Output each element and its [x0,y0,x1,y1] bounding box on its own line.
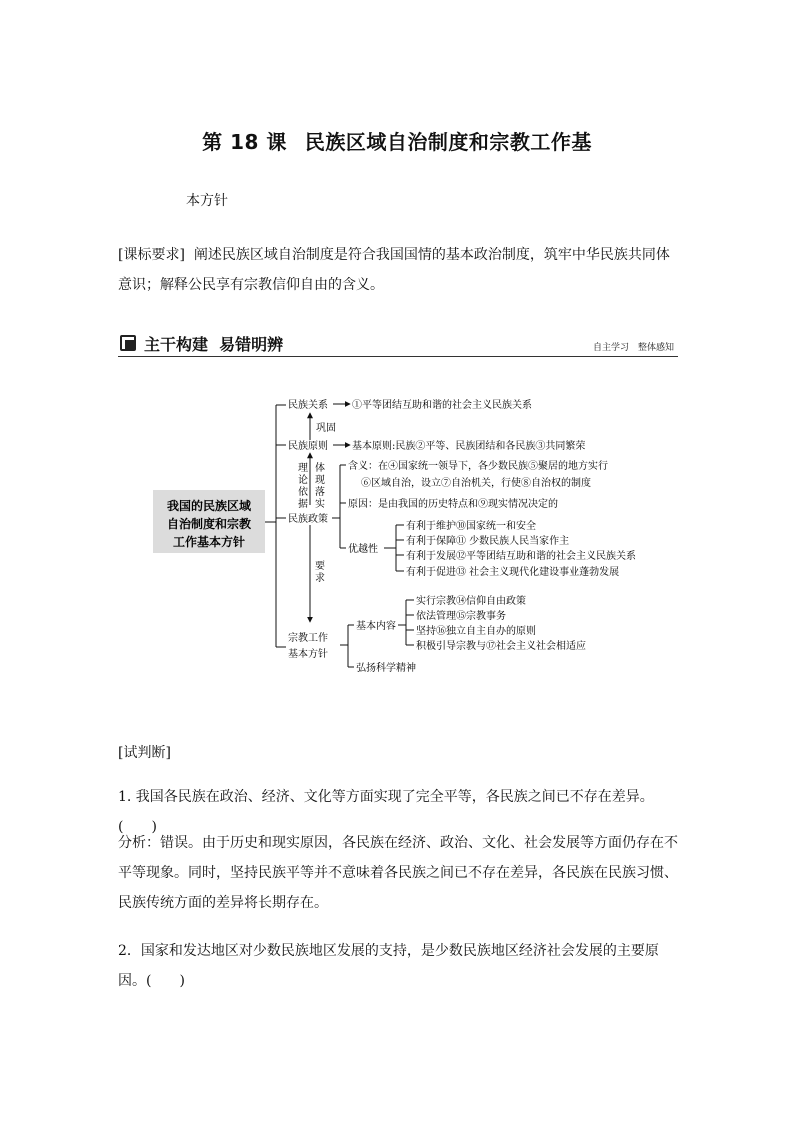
lesson-title: 民族区域自治制度和宗教工作基 [304,130,592,154]
meaning-line-1: 含义：在④国家统一领导下，各少数民族⑤聚居的地方实行 [348,461,608,472]
reason-item: 原因：是由我国的历史特点和⑨现实情况决定的 [348,499,558,510]
content-item: 实行宗教⑭信仰自由政策 [416,596,526,607]
embody-char: 实 [315,499,325,510]
branch-religion-line-1: 宗教工作 [288,633,328,644]
principle-item: 基本原则:民族②平等、民族团结和各民族③共同繁荣 [352,441,586,452]
embody-char: 现 [315,475,325,486]
branch-relation: 民族关系 [288,400,328,411]
consolidate-label: 巩固 [316,423,336,434]
meaning-line-2: ⑥区域自治，设立⑦自治机关，行使⑧自治权的制度 [361,478,591,489]
answer-1: 分析：错误。由于历史和现实原因，各民族在经济、政治、文化、社会发展等方面仍存在不平等现象。同时，坚持民族平等并不意味着各民族之间已不存在差异，各民族在民族习惯、民族传统方面的差异将长期存在。 [118,835,678,911]
relation-item: ①平等团结互助和谐的社会主义民族关系 [352,400,532,411]
content-item: 依法管理⑮宗教事务 [416,611,506,622]
embody-char: 落 [315,487,325,498]
require-label [315,560,325,584]
lesson-number: 第 18 课 [202,130,287,154]
branch-principle: 民族原则 [288,441,328,452]
question-1: 1. 我国各民族在政治、经济、文化等方面实现了完全平等，各民族之间已不存在差异。( ) [118,789,654,835]
science-spirit-item: 弘扬科学精神 [356,663,416,674]
concept-diagram [140,385,660,680]
content-item: 积极引导宗教与⑰社会主义社会相适应 [416,641,586,652]
theory-char: 论 [298,475,308,486]
theory-char: 据 [298,499,308,510]
section-icon-fill [125,340,135,350]
advantage-item: 有利于促进⑬ 社会主义现代化建设事业蓬勃发展 [406,567,620,578]
content-item: 坚持⑯独立自主自办的原则 [416,626,536,637]
practice-label: [试判断] [118,745,171,761]
page-title [0,126,794,155]
theory-char: 依 [298,487,308,498]
center-line-2: 自治制度和宗教 [166,517,252,531]
embody-label [315,461,325,510]
require-char: 求 [315,573,325,584]
superiority-label: 优越性 [348,544,378,555]
require-char: 要 [315,561,325,572]
center-line-1: 我国的民族区域 [166,499,252,513]
title-continuation: 本方针 [186,193,228,209]
branch-policy: 民族政策 [288,514,328,525]
section-heading: 主干构建 易错明辨 [144,335,284,354]
basic-content-label: 基本内容 [356,621,396,632]
advantage-item: 有利于保障⑪ 少数民族人民当家作主 [406,536,570,547]
advantage-item: 有利于发展⑫平等团结互助和谐的社会主义民族关系 [406,551,636,562]
embody-char: 体 [315,463,325,474]
requirement-label: [课标要求] [118,247,185,263]
branch-religion-line-2: 基本方针 [288,649,328,660]
section-header [118,332,678,357]
theory-char: 理 [298,463,308,474]
curriculum-requirement [118,240,678,300]
section-tag: 自主学习 整体感知 [592,343,674,353]
requirement-text: 阐述民族区域自治制度是符合我国国情的基本政治制度，筑牢中华民族共同体意识；解释公民享有宗教信仰自由的含义。 [118,247,670,293]
question-2: 2．国家和发达地区对少数民族地区发展的支持，是少数民族地区经济社会发展的主要原因。( ) [118,943,659,989]
theory-basis-label [298,462,308,510]
advantage-item: 有利于维护⑩国家统一和安全 [406,521,536,532]
center-line-3: 工作基本方针 [172,535,246,549]
